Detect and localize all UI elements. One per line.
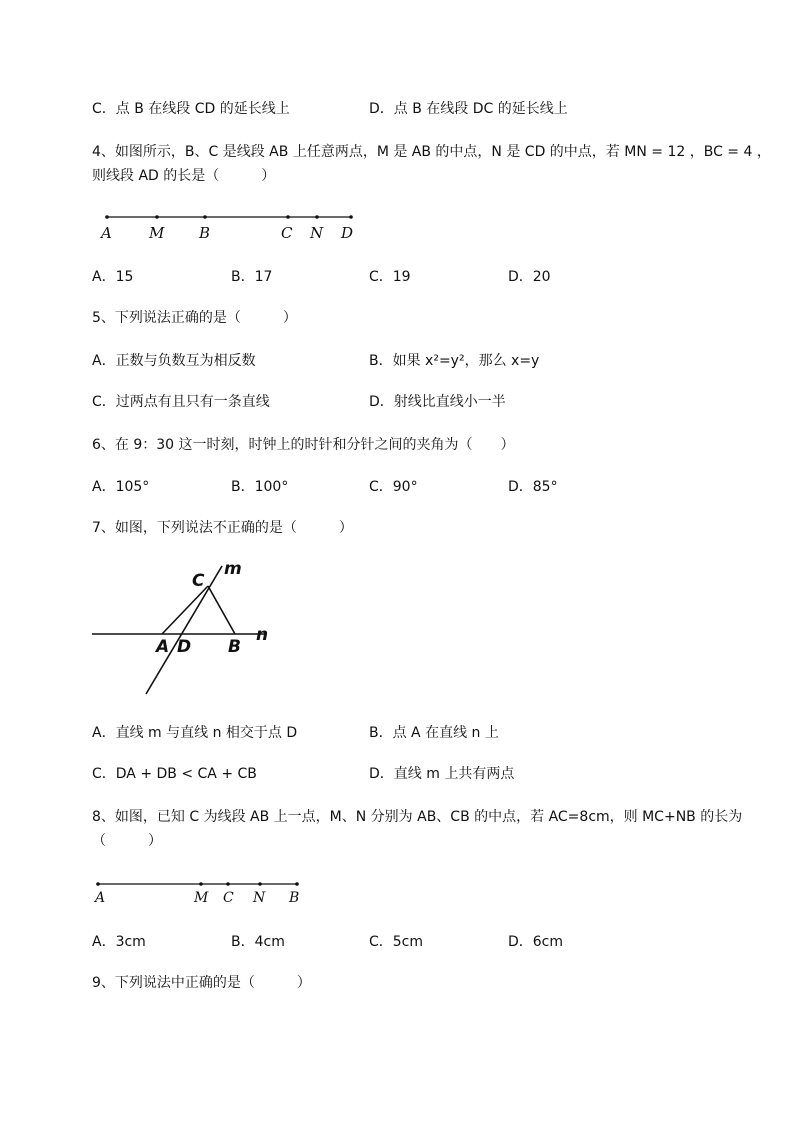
q6-option-b: B．100° (231, 479, 289, 495)
q4-point-n (315, 215, 319, 219)
q8-point-n (258, 882, 262, 886)
q7-label-m: m (224, 559, 242, 579)
q4-label-d: D (341, 224, 354, 242)
q7-option-c: C．DA + DB < CA + CB (92, 766, 257, 782)
q6-stem: 6、在 9：30 这一时刻，时钟上的时针和分针之间的夹角为（ ） (92, 437, 515, 453)
q7-label-d: D (177, 637, 192, 657)
q4-option-c: C．19 (369, 269, 411, 285)
q8-option-a: A．3cm (92, 934, 146, 950)
q4-label-c: C (281, 224, 293, 242)
q7-option-d: D．直线 m 上共有两点 (369, 766, 515, 782)
q4-option-d: D．20 (508, 269, 551, 285)
q8-label-c: C (223, 890, 234, 906)
q7-segment-cb (208, 586, 235, 634)
q8-label-a: A (95, 890, 106, 906)
q4-point-b (203, 215, 207, 219)
q7-label-b: B (228, 637, 241, 657)
q4-point-c (286, 215, 290, 219)
q8-label-m: M (194, 890, 209, 906)
q8-line-segment-figure (92, 874, 312, 910)
q7-option-b: B．点 A 在直线 n 上 (369, 725, 499, 741)
q4-label-m: M (149, 224, 165, 242)
q8-point-c (226, 882, 230, 886)
q5-option-a: A．正数与负数互为相反数 (92, 353, 256, 369)
q7-label-a: A (156, 637, 170, 657)
q6-option-d: D．85° (508, 479, 558, 495)
q7-label-c: C (192, 571, 205, 591)
q4-label-n: N (310, 224, 324, 242)
q4-stem-line1: 4、如图所示，B、C 是线段 AB 上任意两点，M 是 AB 的中点，N 是 CD 的中点，若 MN = 12 ，BC = 4 ， (92, 144, 771, 160)
q4-line-segment-figure (95, 205, 365, 245)
q5-option-b: B．如果 x²=y²，那么 x=y (369, 353, 540, 369)
q7-line-m (146, 566, 222, 694)
q8-option-d: D．6cm (508, 934, 564, 950)
q8-stem-line2: （ ） (92, 833, 162, 849)
q4-stem-line2: 则线段 AD 的长是（ ） (92, 168, 276, 184)
q4-label-a: A (101, 224, 112, 242)
q6-option-c: C．90° (369, 479, 418, 495)
q9-stem: 9、下列说法中正确的是（ ） (92, 975, 311, 991)
q8-point-m (199, 882, 203, 886)
q4-point-d (349, 215, 353, 219)
q3-option-d: D．点 B 在线段 DC 的延长线上 (369, 101, 568, 117)
q7-stem: 7、如图，下列说法不正确的是（ ） (92, 520, 353, 536)
q4-point-m (155, 215, 159, 219)
q8-stem-line1: 8、如图，已知 C 为线段 AB 上一点，M、N 分别为 AB、CB 的中点，若 AC=8cm，则 MC+NB 的长为 (92, 809, 743, 825)
q4-point-a (105, 215, 109, 219)
q7-label-n: n (256, 625, 269, 645)
q8-point-a (96, 882, 100, 886)
q5-option-c: C．过两点有且只有一条直线 (92, 394, 270, 410)
q8-option-c: C．5cm (369, 934, 424, 950)
q4-option-b: B．17 (231, 269, 273, 285)
q8-label-n: N (253, 890, 266, 906)
q4-label-b: B (199, 224, 211, 242)
q5-option-d: D．射线比直线小一半 (369, 394, 506, 410)
q7-option-a: A．直线 m 与直线 n 相交于点 D (92, 725, 298, 741)
q7-intersecting-lines-figure (90, 558, 290, 698)
q5-stem: 5、下列说法正确的是（ ） (92, 310, 297, 326)
q8-label-b: B (289, 890, 300, 906)
q3-option-c: C．点 B 在线段 CD 的延长线上 (92, 101, 290, 117)
q6-option-a: A．105° (92, 479, 150, 495)
q4-option-a: A．15 (92, 269, 134, 285)
q8-option-b: B．4cm (231, 934, 285, 950)
q8-point-b (295, 882, 299, 886)
